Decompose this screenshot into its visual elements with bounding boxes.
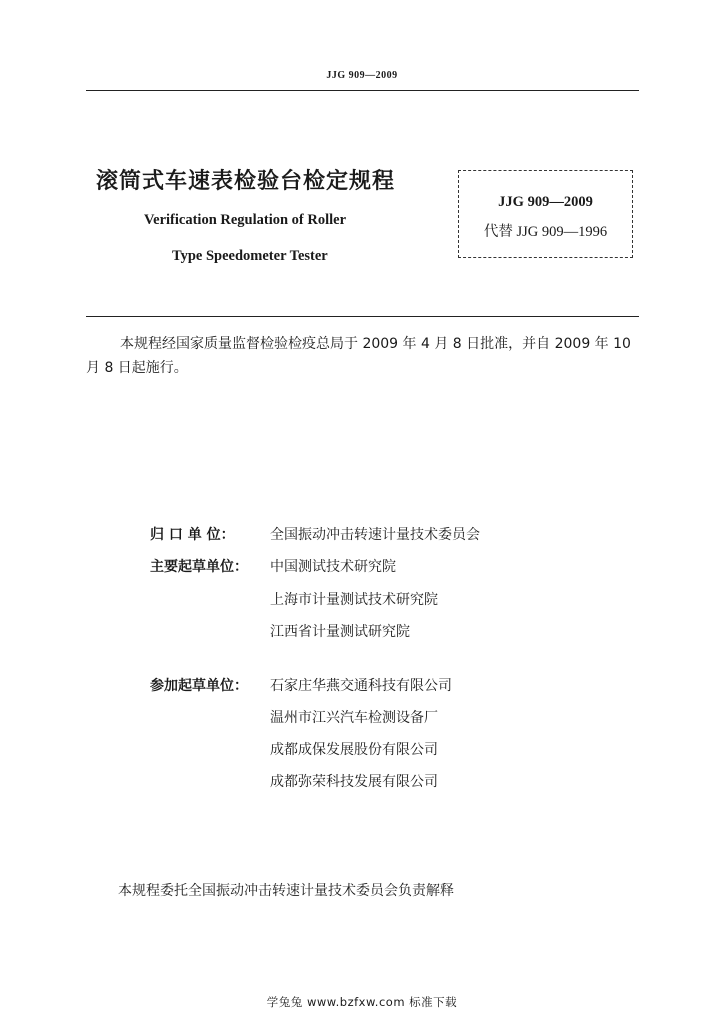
participating-unit-2: 温州市江兴汽车检测设备厂	[270, 710, 438, 726]
responsible-unit-row	[150, 525, 480, 545]
participating-unit-4: 成都弥荣科技发展有限公司	[270, 774, 438, 790]
replaced-standard-code: 代替 JJG 909—1996	[483, 224, 608, 240]
footer-watermark: 学兔兔 www.bzfxw.com 标准下载	[266, 995, 458, 1009]
responsible-unit-value: 全国振动冲击转速计量技术委员会	[270, 527, 480, 543]
interpretation-statement: 本规程委托全国振动冲击转速计量技术委员会负责解释	[118, 883, 454, 899]
participating-unit-row	[150, 676, 452, 696]
participating-unit-row	[150, 708, 438, 728]
main-drafting-unit-1: 中国测试技术研究院	[270, 559, 396, 575]
participating-unit-row	[150, 740, 438, 760]
main-drafting-unit-row	[150, 557, 396, 577]
title-chinese: 滚筒式车速表检验台检定规程	[96, 169, 396, 194]
participating-unit-3: 成都成保发展股份有限公司	[270, 742, 438, 758]
main-drafting-unit-2: 上海市计量测试技术研究院	[270, 592, 438, 608]
responsible-unit-label: 归 口 单 位：	[150, 527, 235, 543]
title-english-line-2: Type Speedometer Tester	[172, 248, 328, 264]
approval-notice: 本规程经国家质量监督检验检疫总局于 2009 年 4 月 8 日批准，并自 2009 年 10 月 8 日起施行。	[86, 336, 631, 376]
participating-unit-label: 参加起草单位：	[150, 678, 248, 694]
header-standard-code: JJG 909—2009	[326, 70, 398, 81]
header-rule	[86, 90, 639, 91]
title-rule	[86, 316, 639, 317]
participating-unit-1: 石家庄华燕交通科技有限公司	[270, 678, 452, 694]
main-drafting-unit-row	[150, 590, 438, 610]
title-english-line-1: Verification Regulation of Roller	[144, 212, 347, 228]
standard-code: JJG 909—2009	[498, 194, 593, 210]
main-drafting-unit-row	[150, 622, 410, 642]
participating-unit-row	[150, 772, 438, 792]
main-drafting-unit-3: 江西省计量测试研究院	[270, 624, 410, 640]
main-drafting-unit-label: 主要起草单位：	[150, 559, 248, 575]
standard-code-box	[458, 170, 633, 258]
